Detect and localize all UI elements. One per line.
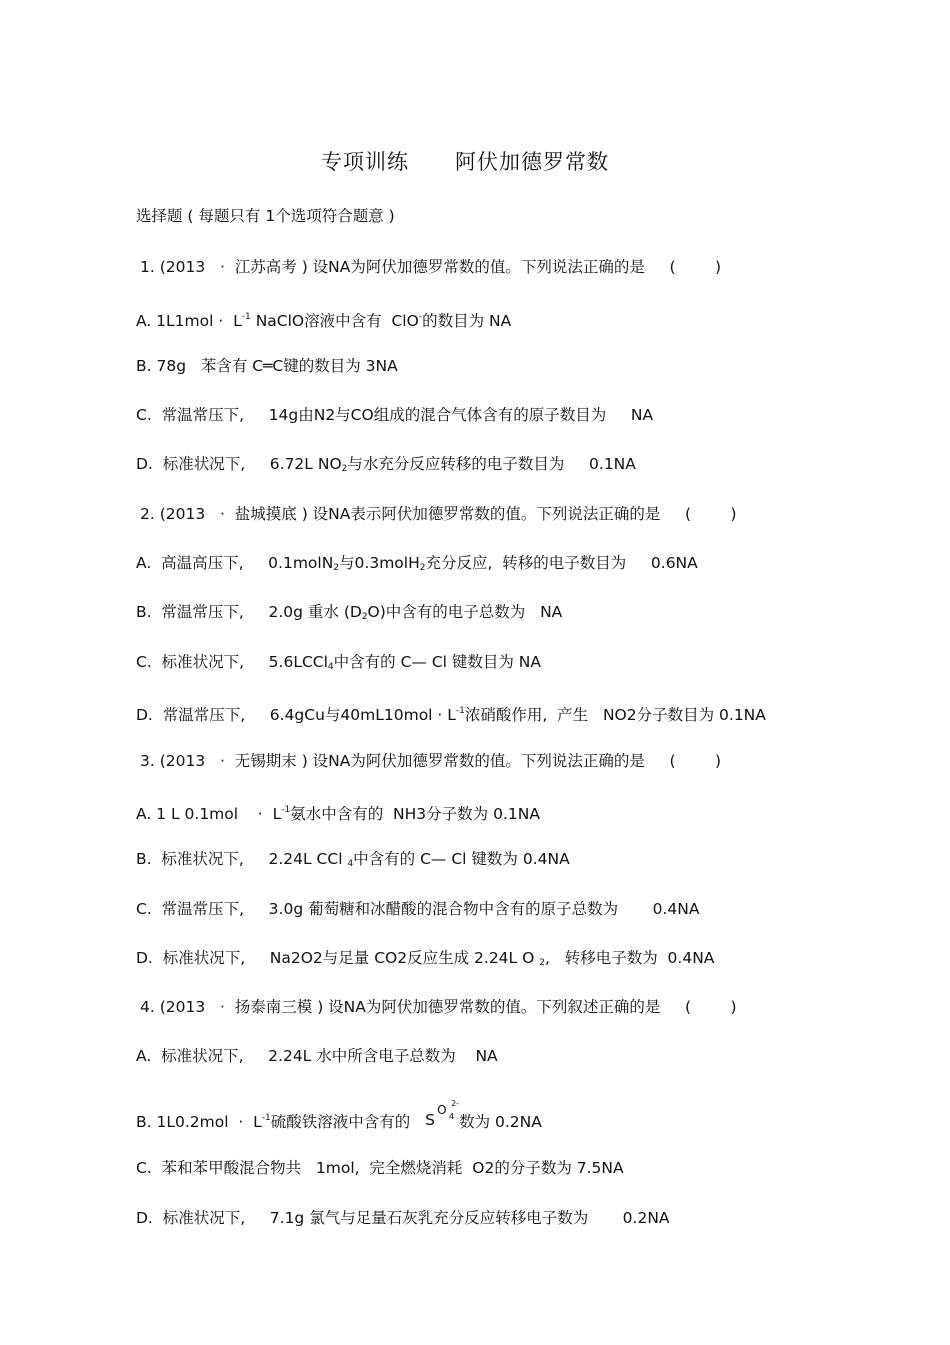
page-title: 专项训练 阿伏加德罗常数 xyxy=(320,150,610,174)
question-3-option-b: B. 标准状况下, 2.24L CCl $_4$中含有的 C— Cl 键数为 0.4NA xyxy=(136,850,570,869)
question-4-option-b: B. $1L0.2mol \cdot L^{-1}$硫酸铁溶液中含有的 S O 2- 4 数为 0.2NA xyxy=(136,1099,542,1131)
sulfate-ion-formula: S O 2- 4 xyxy=(425,1099,460,1129)
question-2-option-c: C. 标准状况下, 5.6LCCl$_4$中含有的 C— Cl 键数目为 NA xyxy=(136,653,541,672)
question-1-option-b: B. 78g 苯含有 C═C键的数目为 3NA xyxy=(136,357,398,375)
question-4-option-a: A. 标准状况下, 2.24L 水中所含电子总数为 NA xyxy=(136,1047,498,1065)
question-4-option-c: C. 苯和苯甲酸混合物共 1mol, 完全燃烧消耗 O2的分子数为 7.5NA xyxy=(136,1159,624,1177)
question-3-stem: 3. (2013 · 无锡期末 ) 设NA为阿伏加德罗常数的值。下列说法正确的是 ( ) xyxy=(140,752,722,770)
question-3-option-c: C. 常温常压下, 3.0g 葡萄糖和冰醋酸的混合物中含有的原子总数为 0.4NA xyxy=(136,900,700,918)
section-intro: 选择题 ( 每题只有 1个选项符合题意 ) xyxy=(136,207,395,225)
question-2-option-b: B. 常温常压下, 2.0g 重水 $(D_2O)$中含有的电子总数为 NA xyxy=(136,603,563,622)
question-1-option-a: A. $1L1mol \cdot L^{-1}$ NaClO溶液中含有 ClO-的数目为 NA xyxy=(136,312,512,330)
question-2-option-a: A. 高温高压下, 0.1molN$_2$与0.3molH$_2$充分反应, 转移的电子数目为 0.6NA xyxy=(136,554,698,573)
question-1-option-c: C. 常温常压下, 14g由N2与CO组成的混合气体含有的原子数目为 NA xyxy=(136,406,654,424)
question-1-option-d: D. 标准状况下, 6.72L $NO_2$与水充分反应转移的电子数目为 0.1NA xyxy=(136,455,636,474)
question-4-option-d: D. 标准状况下, 7.1g 氯气与足量石灰乳充分反应转移电子数为 0.2NA xyxy=(136,1209,670,1227)
question-2-option-d: D. 常温常压下, 6.4gCu与$40mL10mol \cdot L^{-1}$浓硝酸作用, 产生 NO2分子数目为 0.1NA xyxy=(136,706,766,724)
question-2-stem: 2. (2013 · 盐城摸底 ) 设NA表示阿伏加德罗常数的值。下列说法正确的是 ( ) xyxy=(140,505,737,523)
question-4-stem: 4. (2013 · 扬泰南三模 ) 设NA为阿伏加德罗常数的值。下列叙述正确的是 ( ) xyxy=(140,998,737,1016)
question-3-option-d: D. 标准状况下, Na2O2与足量 CO2反应生成 2.24L O $_2$, 转移电子数为 0.4NA xyxy=(136,949,715,968)
question-3-option-a: A. 1 L 0.1mol · $L^{-1}$氨水中含有的 NH3分子数为 0.1NA xyxy=(136,805,540,823)
question-1-stem: 1. (2013 · 江苏高考 ) 设NA为阿伏加德罗常数的值。下列说法正确的是 ( ) xyxy=(140,258,722,276)
